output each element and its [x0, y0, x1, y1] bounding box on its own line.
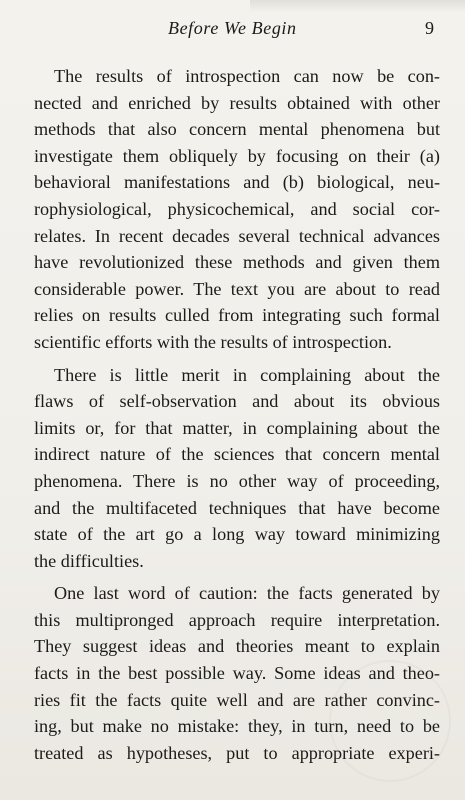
- page-number: 9: [425, 18, 434, 38]
- text-line: methods that also concern mental phenomena but: [34, 119, 440, 140]
- text-line: considerable power. The text you are about to read: [34, 278, 440, 299]
- text-line: and the multifaceted techniques that have become: [34, 497, 440, 518]
- text-line: rophysiological, physicochemical, and social cor-: [34, 198, 440, 219]
- text-line: limits or, for that matter, in complaining about the: [34, 417, 440, 438]
- text-line: phenomena. There is no other way of proceeding,: [34, 470, 440, 491]
- text-line: the difficulties.: [34, 550, 144, 571]
- text-line: ries fit the facts quite well and are rather convinc-: [34, 689, 440, 710]
- text-line: treated as hypotheses, put to appropriate experi-: [34, 742, 440, 763]
- text-line: have revolutionized these methods and given them: [34, 252, 440, 273]
- text-line: They suggest ideas and theories meant to explain: [34, 636, 440, 657]
- text-line: relates. In recent decades several technical advances: [34, 225, 440, 246]
- running-head: [0, 18, 465, 42]
- text-line: facts in the best possible way. Some ideas and theo-: [34, 663, 440, 684]
- paragraph-2: [34, 362, 440, 575]
- text-line: state of the art go a long way toward minimizing: [34, 524, 440, 545]
- text-line: ing, but make no mistake: they, in turn, need to be: [34, 716, 440, 737]
- text-line: There is little merit in complaining about the: [54, 364, 440, 385]
- text-line: investigate them obliquely by focusing on their (a): [34, 145, 440, 166]
- text-line: this multipronged approach require interpretation.: [34, 609, 440, 630]
- watermark-seal: [329, 660, 451, 782]
- paragraph-1: [34, 63, 440, 356]
- text-line: One last word of caution: the facts generated by: [54, 583, 440, 604]
- text-line: nected and enriched by results obtained with other: [34, 92, 440, 113]
- text-line: relies on results culled from integrating such formal: [34, 305, 440, 326]
- text-line: flaws of self-observation and about its obvious: [34, 391, 440, 412]
- text-line: behavioral manifestations and (b) biological, neu-: [34, 172, 440, 193]
- facing-page-shadow: [250, 0, 465, 12]
- running-title: Before We Begin: [168, 18, 297, 38]
- text-line: The results of introspection can now be con-: [54, 66, 440, 86]
- text-line: indirect nature of the sciences that concern mental: [34, 444, 440, 465]
- text-line: scientific efforts with the results of introspection.: [34, 331, 392, 352]
